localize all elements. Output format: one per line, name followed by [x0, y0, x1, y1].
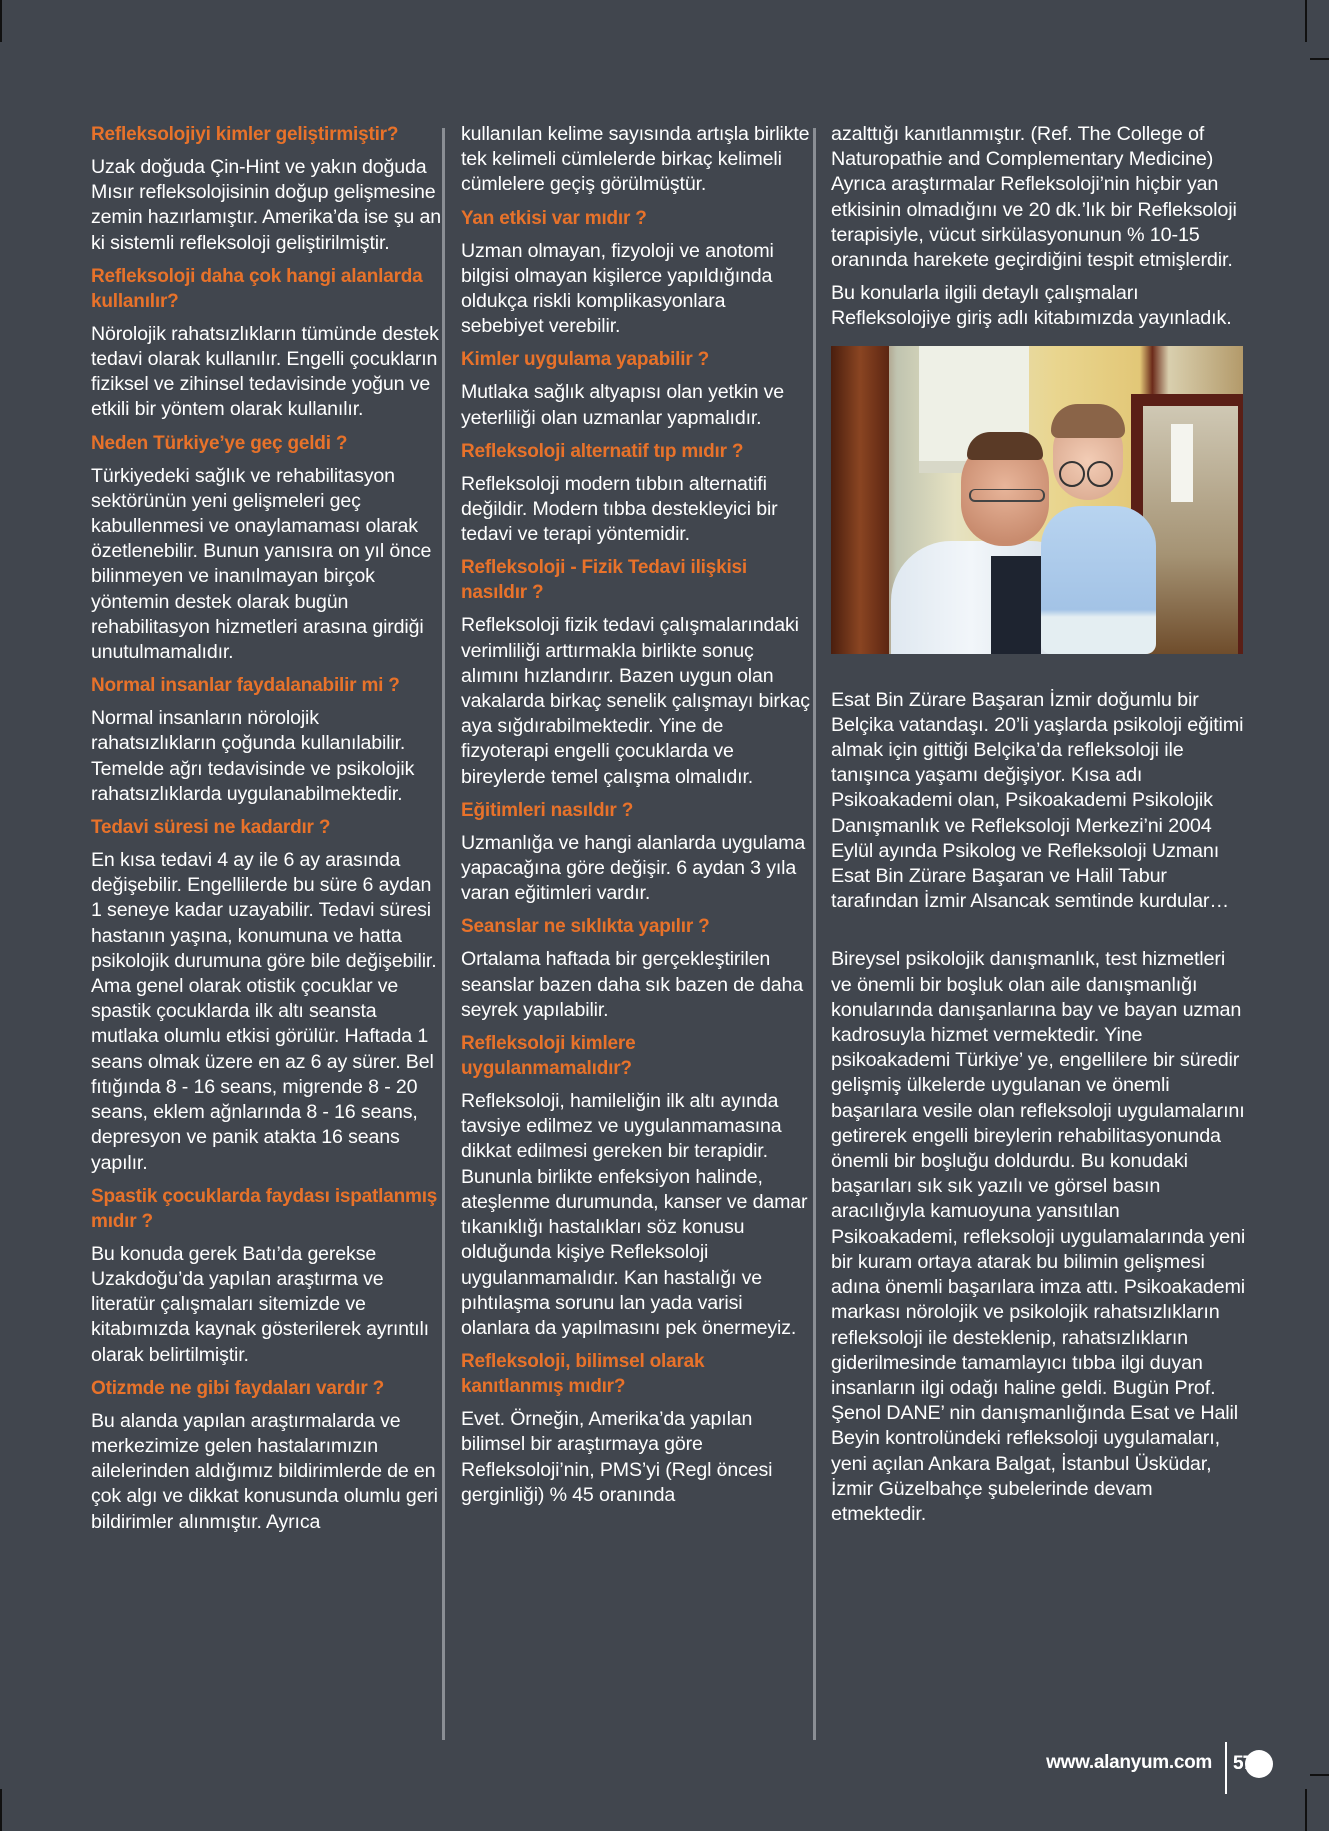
crop-mark [0, 0, 2, 42]
section-body: Normal insanların nörolojik rahatsızlıkların çoğunda kullanılabilir. Temelde ağrı tedavisinde ve psikolojik rahatsızlıklarda uygulanabilmektedir. [91, 707, 415, 805]
section-heading: Spastik çocuklarda faydası ispatlanmış mıdır ? [91, 1185, 438, 1232]
section-heading: Refleksoloji alternatif tıp mıdır ? [461, 440, 744, 462]
footer-divider [1225, 1742, 1227, 1794]
section-body: En kısa tedavi 4 ay ile 6 ay arasında değişebilir. Engellilerde bu süre 6 aydan 1 seneye kadar uzayabilir. Tedavi süresi hastanın yaşına, konumuna ve hatta psikolojik durumuna göre bile değişebilir. Ama genel olarak otistik çocuklar ve spastik çocuklarda ilk altı seansta mutlaka olumlu etkisi görülür. Haftada 1 seans olmak üzere en az 6 ay sürer. Bel fıtığında 8 - 16 seans, migrende 8 - 20 seans, eklem ağnlarında 8 - 16 seans, depresyon ve panik atakta 16 seans yapılır. [91, 849, 437, 1174]
page-footer [0, 1742, 1329, 1782]
section-heading: Seanslar ne sıklıkta yapılır ? [461, 916, 710, 938]
page-number: 57 [1233, 1753, 1253, 1774]
section-body: Uzman olmayan, fizyoloji ve anotomi bilgisi olmayan kişilerce yapıldığında oldukça riskli komplikasyonlara sebebiyet verebilir. [461, 239, 774, 338]
section-body: Evet. Örneğin, Amerika’da yapılan bilimsel bir araştırmaya göre Refleksoloji’nin, PMS’yi (Regl öncesi gerginliği) % 45 oranında [461, 1408, 773, 1506]
crop-mark [1305, 1789, 1307, 1831]
section-body: Uzak doğuda Çin-Hint ve yakın doğuda Mısır refleksolojisinin doğup gelişmesine zemin hazırlamıştır. Amerika’da ise şu an ki sistemli refleksoloji geliştirilmiştir. [91, 156, 441, 254]
column-divider [813, 128, 816, 1740]
section-body: Refleksoloji modern tıbbın alternatifi değildir. Modern tıbba destekleyici bir tedavi ve terapi yöntemidir. [461, 472, 778, 546]
section-heading: Normal insanlar faydalanabilir mi ? [91, 675, 400, 697]
section-heading: Otizmde ne gibi faydaları vardır ? [91, 1377, 385, 1399]
section-heading: Tedavi süresi ne kadardır ? [91, 817, 331, 839]
section-heading: Refleksoloji daha çok hangi alanlarda kullanılır? [91, 265, 423, 312]
section-heading: Refleksoloji - Fizik Tedavi ilişkisi nasıldır ? [461, 557, 747, 604]
continued-text: kullanılan kelime sayısında artışla birlikte tek kelimeli cümlelerde birkaç kelimeli cümlelere geçiş görülmüştür. [461, 123, 810, 196]
section-heading: Refleksolojiyi kimler geliştirmiştir? [91, 124, 399, 145]
crop-mark [1305, 0, 1307, 42]
column-2 [461, 122, 811, 1516]
section-heading: Eğitimleri nasıldır ? [461, 799, 634, 821]
book-note: Bu konularla ilgili detaylı çalışmaları Refleksolojiye giriş adlı kitabımızda yayınladık. [831, 282, 1232, 330]
section-heading: Kimler uygulama yapabilir ? [461, 349, 710, 371]
section-heading: Neden Türkiye’ye geç geldi ? [91, 432, 348, 454]
column-1 [91, 122, 443, 1543]
section-heading: Refleksoloji, bilimsel olarak kanıtlanmış mıdır? [461, 1351, 705, 1398]
crop-mark [1310, 58, 1329, 60]
section-body: Türkiyedeki sağlık ve rehabilitasyon sektörünün yeni gelişmeleri geç kabullenmesi ve onaylamaması olarak özetlenebilir. Bunun yanısıra on yıl önce bilinmeyen ve inanılmayan birçok yöntemin destek olarak bugün rehabilitasyon hizmetleri arasına girdiği unutulmamalıdır. [91, 464, 432, 664]
section-body: Nörolojik rahatsızlıkların tümünde destek tedavi olarak kullanılır. Engelli çocukların fiziksel ve zihinsel tedavisinde yoğun ve etkili bir yöntem olarak kullanılır. [91, 322, 439, 421]
photo-doctor-with-child [831, 346, 1243, 654]
section-body: Uzmanlığa ve hangi alanlarda uygulama yapacağına göre değişir. 6 aydan 3 yıla varan eğitimleri vardır. [461, 831, 806, 905]
bio-paragraph: Esat Bin Zürare Başaran İzmir doğumlu bir Belçika vatandaşı. 20’li yaşlarda psikoloji eğitimi almak için gittiği Belçika’da refleksoloji ile tanışınca yaşamı değişiyor. Kısa adı Psikoakademi olan, Psikoakademi Psikolojik Danışmanlık ve Refleksoloji Merkezi’ni 2004 Eylül ayında Psikolog ve Refleksoloji Uzmanı Esat Bin Zürare Başaran ve Halil Tabur tarafından İzmir Alsancak semtinde kurdular… [831, 688, 1244, 913]
section-body: Ortalama haftada bir gerçekleştirilen seanslar bazen daha sık bazen de daha seyrek yapılabilir. [461, 948, 803, 1021]
section-body: Refleksoloji fizik tedavi çalışmalarındaki verimliliği arttırmakla birlikte sonuç alımını hızlandırır. Bazen uygun olan vakalarda birkaç senelik çalışmayı birkaç aya sığdırabilmektedir. Yine de fizyoterapi engelli çocuklarda ve bireylerde temel çalışma olmalıdır. [461, 614, 810, 788]
section-body: Mutlaka sağlık altyapısı olan yetkin ve yeterliliği olan uzmanlar yapmalıdır. [461, 381, 785, 429]
section-body: Bu alanda yapılan araştırmalarda ve merkezimize gelen hastalarımızın ailelerinden aldığımız bildirimlerde de en çok algı ve dikkat konusunda olumlu geri bildirimler alınmıştır. Ayrıca [91, 1409, 438, 1533]
column-3 [831, 122, 1249, 1535]
bio-paragraph: Bireysel psikolojik danışmanlık, test hizmetleri ve önemli bir boşluk olan aile danışmanlığı konularında danışanlarına bay ve bayan uzman kadrosuyla hizmet vermektedir. Yine psikoakademi Türkiye’ ye, engellilere bir süredir gelişmiş ülkelerde uygulanan ve önemli başarılara vesile olan refleksoloji uygulamalarını getirerek engelli bireylerin rehabilitasyonunda önemli bir boşluğu doldurdu. Bu konudaki başarıları sık sık yazılı ve görsel basın aracılığıyla kamuoyuna yansıtılan Psikoakademi, refleksoloji uygulamalarında yeni bir kuram ortaya atarak bu bilimin gelişmesi adına önemli başarılara imza attı. Psikoakademi markası nörolojik ve psikolojik rahatsızlıkların refleksoloji ile desteklenip, rahatsızlıkların giderilmesinde tamamlayıcı tıbba ilgi duyan insanların ilgi odağı haline geldi. Bugün Prof. Şenol DANE’ nin danışmanlığında Esat ve Halil Beyin kontrolündeki refleksoloji uygulamaları, yeni açılan Ankara Balgat, İstanbul Üsküdar, İzmir Güzelbahçe şubelerinde devam etmektedir. [831, 948, 1246, 1525]
crop-mark [0, 1789, 2, 1831]
page-number-badge [1233, 1750, 1269, 1780]
website-link[interactable]: www.alanyum.com [1046, 1752, 1212, 1773]
continued-text: azalttığı kanıtlanmıştır. (Ref. The College of Naturopathie and Complementary Medicine) Ayrıca araştırmalar Refleksoloji’nin hiçbir yan etkisinin olmadığını ve 20 dk.’lık bir Refleksoloji terapisiyle, vücut sirkülasyonunun % 10-15 oranında harekete geçirdiğini tespit etmişlerdir. [831, 123, 1237, 272]
section-heading: Refleksoloji kimlere uygulanmamalıdır? [461, 1033, 636, 1080]
section-heading: Yan etkisi var mıdır ? [461, 207, 647, 229]
section-body: Bu konuda gerek Batı’da gerekse Uzakdoğu’da yapılan araştırma ve literatür çalışmaları sitemizde ve kitabımızda kaynak gösterilerek ayrıntılı olarak belirtilmiştir. [91, 1242, 429, 1366]
section-body: Refleksoloji, hamileliğin ilk altı ayında tavsiye edilmez ve uygulanmamasına dikkat edilmesi gereken bir terapidir. Bununla birlikte enfeksiyon halinde, ateşlenme durumunda, kanser ve damar tıkanıklığı hastalıkları söz konusu olduğunda kişiye Refleksoloji uygulanmamalıdır. Kan hastalığı ve pıhtılaşma sorunu lan yada varisi olanlara da yapılmasını pek önermeyiz. [461, 1090, 808, 1339]
